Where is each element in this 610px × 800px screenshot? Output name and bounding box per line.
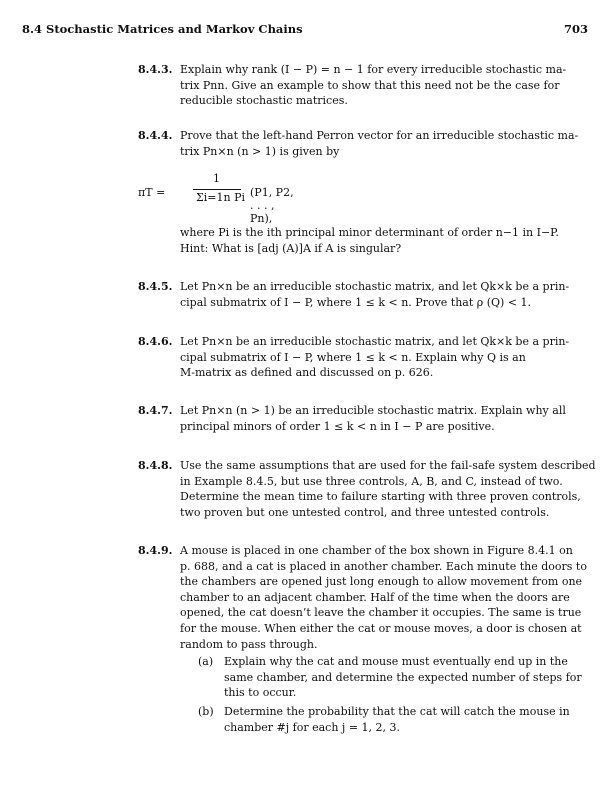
exercise-line: Let Pn×n (n > 1) be an irreducible stochastic matrix. Explain why all (180, 404, 566, 417)
exercise-line: cipal submatrix of I − P, where 1 ≤ k < n. Prove that ρ (Q) < 1. (180, 295, 532, 309)
exercise-8-4-4-continued (138, 225, 588, 256)
exercise-8-4-3 (138, 62, 588, 109)
perron-vector-formula (0, 172, 300, 226)
exercise-line: Use the same assumptions that are used for the fail-safe system described (180, 459, 596, 472)
formula-numerator: 1 (213, 172, 220, 185)
exercise-line: Determine the mean time to failure starting with three proven controls, (180, 490, 581, 504)
exercise-line: Explain why rank (I − P) = n − 1 for every irreducible stochastic ma- (180, 63, 567, 76)
exercise-number: 8.4.4. (138, 129, 173, 142)
part-line: this to occur. (224, 686, 297, 700)
exercise-line: two proven but one untested control, and three untested controls. (180, 505, 550, 519)
exercise-line: where Pi is the ith principal minor determinant of order n−1 in I−P. (180, 226, 559, 239)
exercise-number: 8.4.3. (138, 63, 173, 76)
exercise-8-4-6 (138, 334, 588, 381)
exercise-number: 8.4.6. (138, 335, 173, 348)
part-line: Explain why the cat and mouse must eventually end up in the (224, 655, 568, 668)
exercise-8-4-7 (138, 403, 588, 434)
exercise-number: 8.4.9. (138, 544, 173, 557)
part-label: (b) (198, 705, 214, 718)
exercise-number: 8.4.8. (138, 459, 173, 472)
part-line: same chamber, and determine the expected number of steps for (224, 670, 582, 684)
exercise-8-4-9 (138, 543, 588, 652)
section-title: 8.4 Stochastic Matrices and Markov Chains (22, 22, 303, 36)
formula-lhs: πT = (138, 186, 166, 199)
exercise-8-4-4 (138, 128, 588, 159)
exercise-line: principal minors of order 1 ≤ k < n in I − P are positive. (180, 419, 495, 433)
exercise-line: p. 688, and a cat is placed in another chamber. Each minute the doors to (180, 559, 587, 573)
exercise-line: Prove that the left-hand Perron vector for an irreducible stochastic ma- (180, 129, 579, 142)
part-line: chamber #j for each j = 1, 2, 3. (224, 720, 401, 734)
exercise-line: A mouse is placed in one chamber of the box shown in Figure 8.4.1 on (180, 544, 573, 557)
exercise-line: Let Pn×n be an irreducible stochastic matrix, and let Qk×k be a prin- (180, 335, 570, 348)
exercise-line: opened, the cat doesn’t leave the chamber it occupies. The same is true (180, 606, 582, 620)
exercise-line: the chambers are opened just long enough to allow movement from one (180, 575, 583, 589)
exercise-8-4-8 (138, 458, 596, 520)
exercise-part-a (198, 654, 588, 701)
exercise-line: random to pass through. (180, 637, 318, 651)
exercise-line: for the mouse. When either the cat or mouse moves, a door is chosen at (180, 621, 582, 635)
formula-rhs: (P1, P2, . . . , Pn), (250, 186, 294, 225)
exercise-part-b (198, 704, 588, 735)
exercise-line: in Example 8.4.5, but use three controls, A, B, and C, instead of two. (180, 474, 563, 488)
exercise-line: cipal submatrix of I − P, where 1 ≤ k < n. Explain why Q is an (180, 350, 526, 364)
exercise-number: 8.4.5. (138, 280, 173, 293)
part-line: Determine the probability that the cat will catch the mouse in (224, 705, 570, 718)
exercise-line: reducible stochastic matrices. (180, 94, 348, 108)
exercise-line: chamber to an adjacent chamber. Half of the time when the doors are (180, 590, 570, 604)
exercise-line: trix Pnn. Give an example to show that this need not be the case for (180, 78, 560, 92)
part-label: (a) (198, 655, 214, 668)
exercise-line: M-matrix as defined and discussed on p. 626. (180, 366, 434, 380)
exercise-line: trix Pn×n (n > 1) is given by (180, 144, 340, 158)
formula-denominator: Σi=1n Pi (196, 191, 246, 204)
page-number: 703 (563, 22, 588, 36)
exercise-number: 8.4.7. (138, 404, 173, 417)
exercise-8-4-5 (138, 279, 588, 310)
exercise-hint: Hint: What is [adj (A)]A if A is singular? (180, 241, 402, 255)
running-header (20, 22, 590, 40)
exercise-line: Let Pn×n be an irreducible stochastic matrix, and let Qk×k be a prin- (180, 280, 570, 293)
fraction-bar (193, 189, 241, 190)
